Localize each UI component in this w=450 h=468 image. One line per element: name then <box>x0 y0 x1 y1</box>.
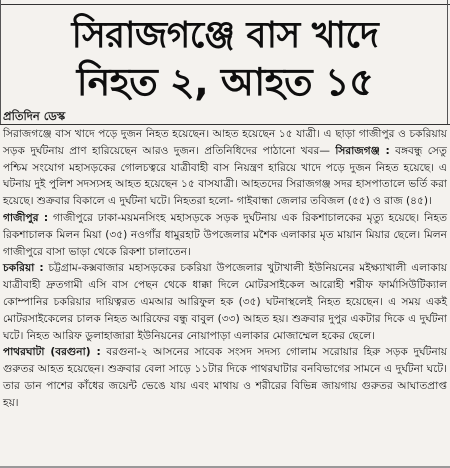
paragraph-text: বরগুনা-২ আসনের সাবেক সংসদ সদস্য গোলাম সরোয়ার হিরু সড়ক দুর্ঘটনায় গুরুতর আহত হয়েছেন। শুক্রবার বেলা সাড়ে ১১টার দিকে পাথরঘাটার বনবিভাগের সামনে এ দুর্ঘটনা ঘটে। তার ডান পাশের কাঁধের জয়েন্ট ভেঙে যায় এবং মাথায় ও শরীরের বিভিন্ন জায়গায় গুরুতর আঘাতপ্রাপ্ত হয়। <box>3 346 447 409</box>
left-border <box>0 0 1 124</box>
headline-line-2: নিহত ২, আহত ১৫ <box>76 60 374 104</box>
paragraph-text: বঙ্গবন্ধু সেতু পশ্চিম সংযোগ মহাসড়কের গোলচত্বরে যাত্রীবাহী বাস নিয়ন্ত্রণ হারিয়ে খাদে পড়ে দুজন নিহত হয়েছে। এ ঘটনায় দুই পুলিশ সদস্যসহ আহত হয়েছেন ১৫ বাসযাত্রী। আহতদের সিরাজগঞ্জ সদর হাসপাতালে ভর্তি করা হয়েছে। শুক্রবার বিকালে এ দুর্ঘটনা ঘটে। নিহতরা হলো- গাইবান্ধা জেলার তবিজল (৫৫) ও রাজ (৪৫)। <box>3 144 447 208</box>
paragraph-lead: চকরিয়া : <box>3 262 44 275</box>
article-paragraph <box>3 344 447 411</box>
article-paragraph <box>3 126 447 210</box>
paragraph-text: চট্টগ্রাম-কক্সবাজার মহাসড়কের চকরিয়া উপজেলার খুটাখালী ইউনিয়নের মইক্ষ্যাখালী এলাকায় যাত্রীবাহী দ্রুতগামী এসি বাস পেছন থেকে ধাক্কা দিলে মোটরসাইকেল আরোহী শরীফ ফার্মাসিউটিক্যাল কোম্পানির চকরিয়ার দায়িত্বরত এমআর আরিফুল হক (৩৫) ঘটনাস্থলেই নিহত হয়েছেন। এ সময় একই মোটরসাইকেলের চালক নিহত আরিফের বন্ধু বাবুল (৩৩) আহত হয়। শুক্রবার দুপুর একটার দিকে এ দুর্ঘটনা ঘটে। নিহত আরিফ ডুলাহাজারা ইউনিয়নের নোয়াপাড়া এলাকার মোজাম্মেল হকের ছেলে। <box>3 262 447 342</box>
byline-rule <box>0 124 450 125</box>
byline: প্রতিদিন ডেস্ক <box>3 109 66 123</box>
paragraph-text: সিরাজগঞ্জে বাস খাদে পড়ে দুজন নিহত হয়েছেন। আহত হয়েছেন ১৫ যাত্রী। এ ছাড়া গাজীপুর ও চকরিয়ায় সড়ক দুর্ঘটনায় প্রাণ হারিয়েছেন আরও দুজন। প্রতিনিধিদের পাঠানো খবর— <box>3 128 447 157</box>
right-border <box>447 0 448 124</box>
paragraph-lead: গাজীপুর : <box>3 211 49 224</box>
article-body <box>3 126 447 412</box>
paragraph-text: গাজীপুরে ঢাকা-ময়মনসিংহ মহাসড়কে সড়ক দুর্ঘটনায় এক রিকশাচালকের মৃত্যু হয়েছে। নিহত রিকশাচালক মিলন মিয়া (৩৫) নওগাঁর ধামুরহাট উপজেলার মশৈক এলাকার মৃত মায়ান মিয়ার ছেলে। মিলন গাজীপুরে বাসা ভাড়া থেকে রিকশা চালাতেন। <box>3 211 448 258</box>
paragraph-lead: পাথরঘাটা (বরগুনা) : <box>3 346 101 359</box>
article-paragraph <box>3 260 447 344</box>
article-paragraph <box>3 210 447 260</box>
top-rule <box>0 4 450 5</box>
headline-line-1: সিরাজগঞ্জে বাস খাদে <box>71 15 379 56</box>
paragraph-lead: সিরাজগঞ্জ : <box>335 144 390 157</box>
